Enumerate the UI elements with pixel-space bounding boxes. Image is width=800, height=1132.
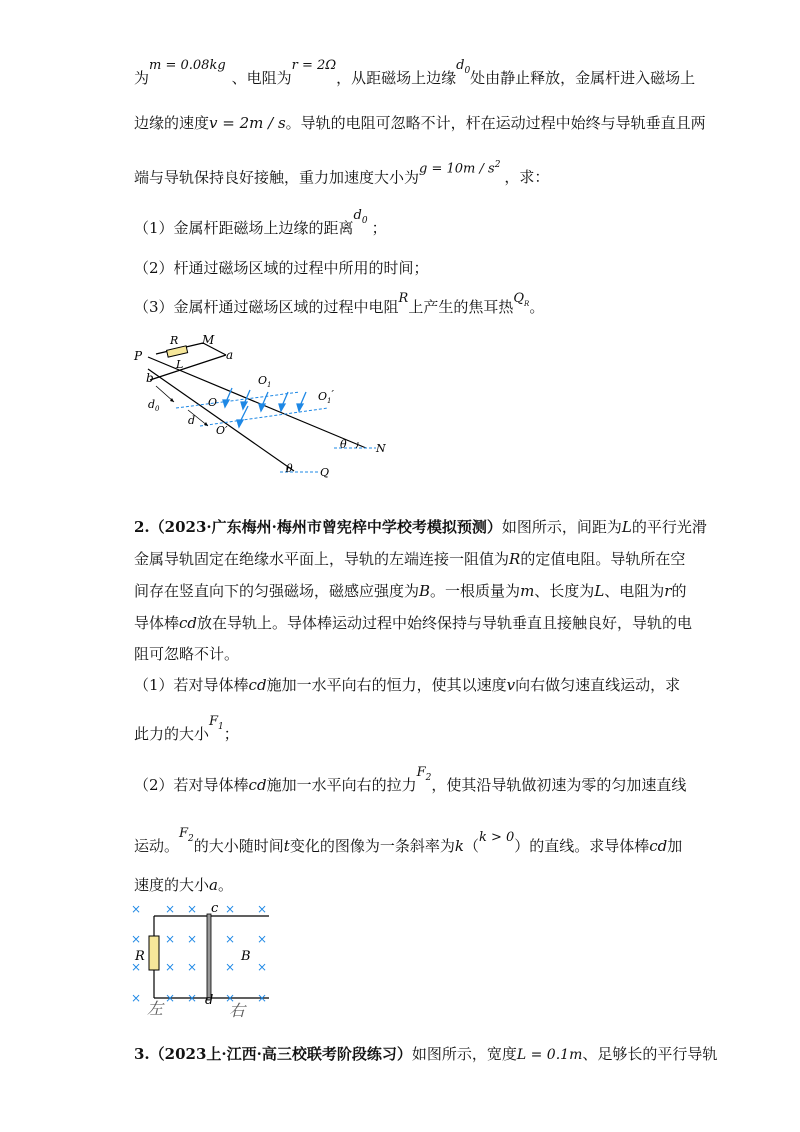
svg-text:×: × <box>257 902 268 916</box>
p2-question1: （1）若对导体棒cd施加一水平向右的恒力，使其以速度v向右做匀速直线运动，求 <box>134 676 681 694</box>
label-O1: $O_1$ <box>258 374 272 389</box>
label-R: R <box>135 949 145 964</box>
svg-text:×: × <box>131 902 142 916</box>
math-mass: m = 0.08kg <box>149 58 226 73</box>
math-d0: $d_0$ <box>456 58 471 76</box>
p2-line3: 间存在竖直向下的匀强磁场，磁感应强度为B。一根质量为m、长度为L、电阻为r的 <box>134 582 687 600</box>
p2-question2: （2）若对导体棒cd施加一水平向右的拉力$F_2$，使其沿导轨做初速为零的匀加速直线 <box>134 765 687 794</box>
p2-line2: 金属导轨固定在绝缘水平面上，导轨的左端连接一阻值为R的定值电阻。导轨所在空 <box>134 550 686 568</box>
rail-lower <box>148 369 294 471</box>
p1-question3: （3）金属杆通过磁场区域的过程中电阻R上产生的焦耳热$Q_R$。 <box>134 291 545 316</box>
resistor-R <box>149 936 159 970</box>
p2-question1-cont: 此力的大小$F_1$； <box>134 714 239 743</box>
math-QR: $Q_R$ <box>513 291 530 308</box>
svg-text:×: × <box>257 960 268 974</box>
math-resistance: r = 2Ω <box>291 58 337 73</box>
label-R: R <box>170 334 179 347</box>
label-O1-prime: $O_1'$ <box>318 388 334 405</box>
svg-text:×: × <box>131 960 142 974</box>
inclined-rails-figure <box>130 330 400 480</box>
label-Q: Q <box>320 466 330 479</box>
svg-text:×: × <box>165 960 176 974</box>
svg-text:×: × <box>225 932 236 946</box>
rod-ab <box>150 355 226 380</box>
p3-heading: 3.（2023上·江西·高三校联考阶段练习） <box>134 1045 412 1063</box>
math-F1: $F_1$ <box>209 714 224 732</box>
label-theta-lower: θ <box>286 462 293 475</box>
label-right: 右 <box>229 1001 246 1018</box>
label-a: a <box>226 348 234 362</box>
math-gravity: $g = 10m / s^2$ <box>419 160 501 177</box>
label-d: d <box>205 993 214 1008</box>
svg-text:×: × <box>165 902 176 916</box>
p2-line5: 阻可忽略不计。 <box>134 645 240 663</box>
p3-line1: 3.（2023上·江西·高三校联考阶段练习）如图所示，宽度L = 0.1m、足够长的平行导轨 <box>134 1045 718 1063</box>
math-k-positive: k > 0 <box>478 830 515 845</box>
horizontal-rails-figure <box>125 898 275 1018</box>
svg-text:×: × <box>225 991 236 1005</box>
math-d0-q1: $d_0$ <box>353 208 368 226</box>
svg-text:×: × <box>187 960 198 974</box>
svg-text:×: × <box>187 991 198 1005</box>
p1-line2: 边缘的速度v = 2m / s。导轨的电阻可忽略不计，杆在运动过程中始终与导轨垂直且两 <box>134 114 706 132</box>
label-d0: $d_0$ <box>148 398 160 413</box>
svg-text:×: × <box>131 932 142 946</box>
math-width: L = 0.1m <box>516 1047 583 1063</box>
p2-question2-end: 速度的大小a。 <box>134 876 233 894</box>
label-b: b <box>146 371 154 385</box>
label-theta-upper: θ <box>340 438 347 451</box>
rod-cd <box>207 914 211 1000</box>
label-L: L <box>176 358 184 371</box>
svg-text:×: × <box>257 932 268 946</box>
label-O-prime: O′ <box>216 424 228 437</box>
math-velocity: v = 2m / s <box>209 114 286 132</box>
math-F2-b: $F_2$ <box>179 826 194 844</box>
p1-line3: 端与导轨保持良好接触，重力加速度大小为$g = 10m / s^2$，求： <box>134 165 549 189</box>
label-M: M <box>202 333 215 347</box>
svg-text:×: × <box>187 932 198 946</box>
label-B: B <box>241 949 251 964</box>
label-d: d <box>188 414 196 427</box>
label-c: c <box>211 901 219 916</box>
math-R: R <box>398 291 409 306</box>
p1-line1: 为m = 0.08kg、电阻为r = 2Ω，从距磁场上边缘$d_0$处由静止释放，金属杆进入磁场上 <box>134 58 696 87</box>
p2-heading: 2.（2023·广东梅州·梅州市曾宪梓中学校考模拟预测） <box>134 518 502 536</box>
math-F2: $F_2$ <box>416 765 432 783</box>
p2-line1: 2.（2023·广东梅州·梅州市曾宪梓中学校考模拟预测）如图所示，间距为L的平行光滑 <box>134 518 707 536</box>
svg-text:×: × <box>187 902 198 916</box>
label-O: O <box>208 396 218 409</box>
label-P: P <box>134 349 143 363</box>
p1-question2: （2）杆通过磁场区域的过程中所用的时间； <box>134 259 429 277</box>
svg-text:×: × <box>165 932 176 946</box>
p1-question1: （1）金属杆距磁场上边缘的距离$d_0$ ； <box>134 208 387 237</box>
p2-question2-cont: 运动。$F_2$的大小随时间t变化的图像为一条斜率为k（k > 0）的直线。求导体棒cd加 <box>134 826 683 855</box>
label-N: N <box>376 442 386 455</box>
label-left: 左 <box>147 999 164 1018</box>
p2-line4: 导体棒cd放在导轨上。导体棒运动过程中始终保持与导轨垂直且接触良好，导轨的电 <box>134 614 693 632</box>
resistor-R <box>167 346 188 357</box>
svg-text:×: × <box>225 960 236 974</box>
svg-text:×: × <box>165 991 176 1005</box>
svg-text:×: × <box>257 991 268 1005</box>
svg-text:×: × <box>131 991 142 1005</box>
svg-text:×: × <box>225 902 236 916</box>
